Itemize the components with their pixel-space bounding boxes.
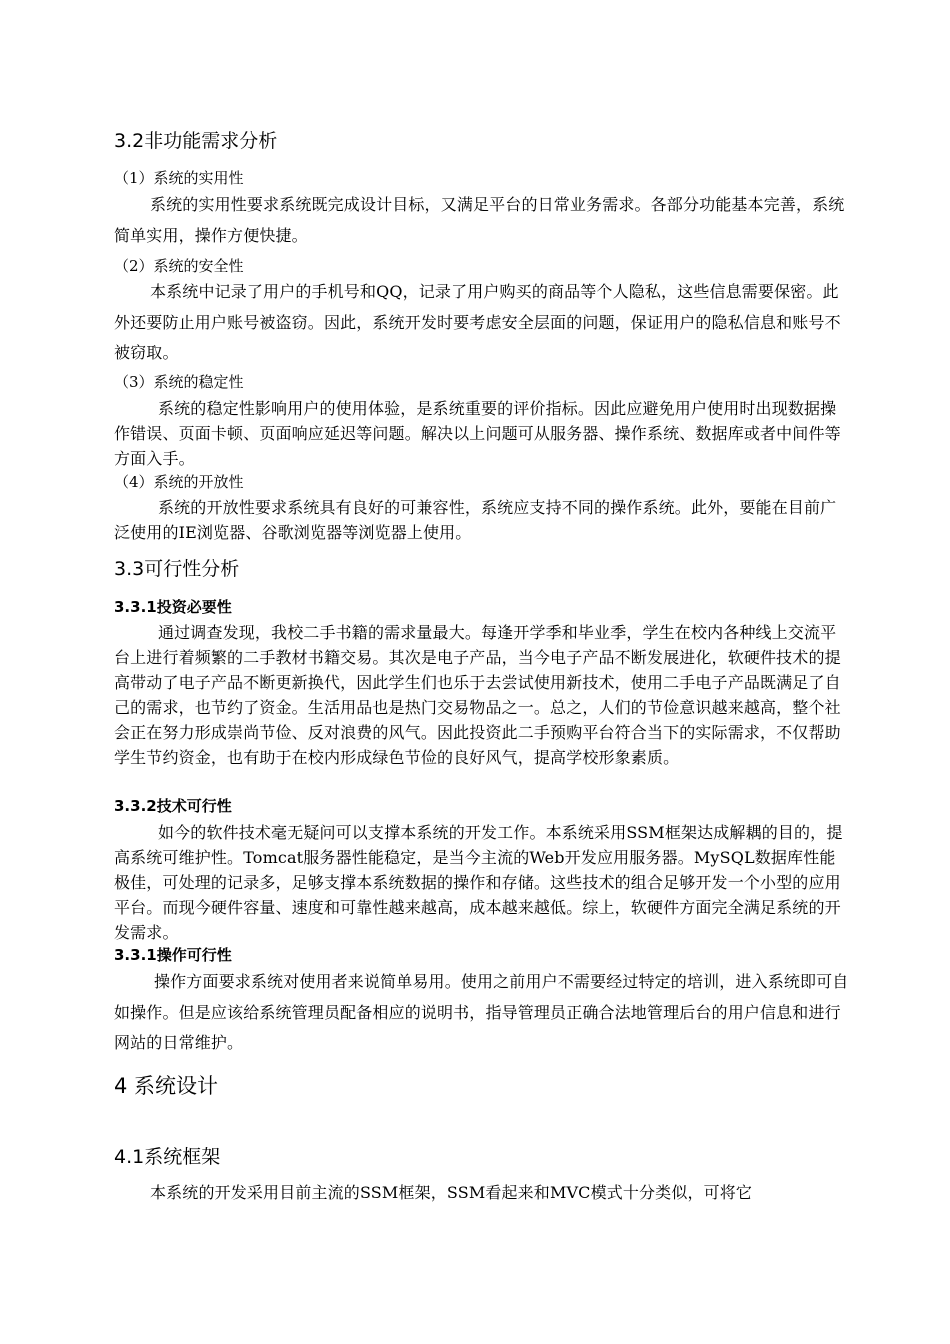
subsection-title-investment: 3.3.1投资必要性 [114,598,232,616]
paragraph-stability: 系统的稳定性影响用户的使用体验，是系统重要的评价指标。因此应避免用户使用时出现数据操作错误、页面卡顿、页面响应延迟等问题。解决以上问题可从服务器、操作系统、数据库或者中间件等方面入手。 [114,399,841,468]
paragraph-security: 本系统中记录了用户的手机号和QQ，记录了用户购买的商品等个人隐私，这些信息需要保密。此外还要防止用户账号被盗窃。因此，系统开发时要考虑安全层面的问题，保证用户的隐私信息和账号不被窃取。 [114,282,841,362]
section-heading-4-1: 4.1系统框架 [114,1146,221,1168]
paragraph-openness: 系统的开放性要求系统具有良好的可兼容性，系统应支持不同的操作系统。此外，要能在目前广泛使用的IE浏览器、谷歌浏览器等浏览器上使用。 [114,498,837,542]
subsection-title-operation: 3.3.1操作可行性 [114,946,232,964]
chapter-heading-4: 4 系统设计 [114,1074,219,1098]
section-heading-3-2: 3.2非功能需求分析 [114,130,278,152]
paragraph-investment: 通过调查发现，我校二手书籍的需求量最大。每逢开学季和毕业季，学生在校内各种线上交流平台上进行着频繁的二手教材书籍交易。其次是电子产品，当今电子产品不断发展进化，软硬件技术的提高带动了电子产品不断更新换代，因此学生们也乐于去尝试使用新技术，使用二手电子产品既满足了自己的需求，也节约了资金。生活用品也是热门交易物品之一。总之，人们的节俭意识越来越高，整个社会正在努力形成崇尚节俭、反对浪费的风气。因此投资此二手预购平台符合当下的实际需求，不仅帮助学生节约资金，也有助于在校内形成绿色节俭的良好风气，提高学校形象素质。 [114,623,841,767]
paragraph-operation: 操作方面要求系统对使用者来说简单易用。使用之前用户不需要经过特定的培训，进入系统即可自如操作。但是应该给系统管理员配备相应的说明书，指导管理员正确合法地管理后台的用户信息和进行网站的日常维护。 [114,972,849,1052]
paragraph-framework: 本系统的开发采用目前主流的SSM框架，SSM看起来和MVC模式十分类似，可将它 [150,1183,753,1202]
paragraph-practicality: 系统的实用性要求系统既完成设计目标，又满足平台的日常业务需求。各部分功能基本完善，系统简单实用，操作方便快捷。 [114,195,845,245]
subsection-title-security: （2）系统的安全性 [114,257,244,275]
subsection-title-practicality: （1）系统的实用性 [114,169,244,187]
section-heading-3-3: 3.3可行性分析 [114,558,240,580]
subsection-title-technical: 3.3.2技术可行性 [114,797,232,815]
paragraph-technical: 如今的软件技术毫无疑问可以支撑本系统的开发工作。本系统采用SSM框架达成解耦的目的，提高系统可维护性。Tomcat服务器性能稳定，是当今主流的Web开发应用服务器。MySQL数据库性能极佳，可处理的记录多，足够支撑本系统数据的操作和存储。这些技术的组合足够开发一个小型的应用平台。而现今硬件容量、速度和可靠性越来越高，成本越来越低。综上，软硬件方面完全满足系统的开发需求。 [114,823,843,942]
subsection-title-stability: （3）系统的稳定性 [114,373,244,391]
subsection-title-openness: （4）系统的开放性 [114,473,244,491]
